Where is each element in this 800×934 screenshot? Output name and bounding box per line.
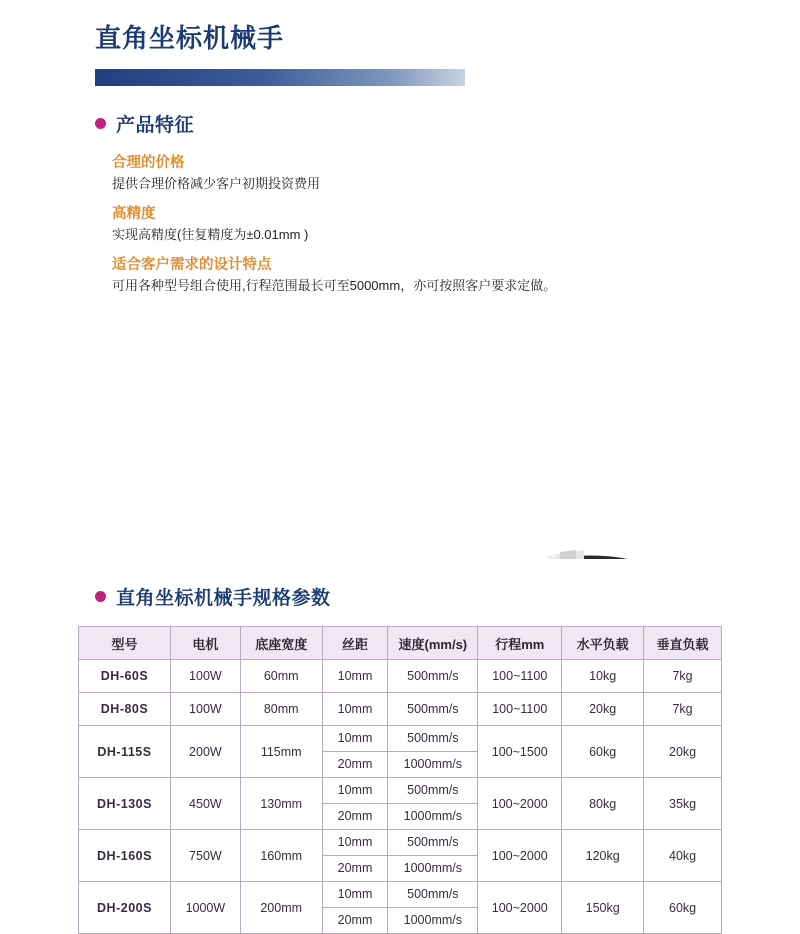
cell-pitch-group (322, 882, 388, 934)
feature-title: 适合客户需求的设计特点 (112, 257, 272, 274)
cell-vertical-load: 7kg (644, 660, 722, 693)
cell-vertical-load: 20kg (644, 726, 722, 778)
bullet-dot-icon (95, 591, 106, 602)
table-row (79, 726, 722, 778)
cell-speed-group (388, 726, 478, 778)
feature-item (112, 202, 800, 245)
cell-speed: 1000mm/s (403, 913, 462, 928)
feature-title: 高精度 (112, 206, 156, 223)
cell-pitch: 20mm (337, 809, 373, 824)
page-header (0, 0, 800, 86)
cell-pitch: 10mm (323, 830, 388, 856)
cell-motor: 100W (171, 693, 241, 726)
cell-base-width: 60mm (240, 660, 322, 693)
cell-vertical-load: 35kg (644, 778, 722, 830)
features-heading-label: 产品特征 (116, 115, 195, 136)
table-row (79, 660, 722, 693)
cell-stroke: 100~1500 (478, 726, 562, 778)
col-pitch: 丝距 (322, 627, 388, 660)
cell-base-width: 80mm (240, 693, 322, 726)
cell-base-width: 200mm (240, 882, 322, 934)
cell-speed: 500mm/s (388, 726, 477, 752)
col-motor: 电机 (171, 627, 241, 660)
cell-stroke: 100~2000 (478, 882, 562, 934)
cell-pitch-group (322, 726, 388, 778)
table-row (79, 830, 722, 882)
cell-pitch: 10mm (323, 882, 388, 908)
page-title: 直角坐标机械手 (95, 23, 285, 53)
features-section-heading (95, 110, 800, 137)
cell-pitch: 10mm (322, 693, 388, 726)
feature-item (112, 253, 800, 296)
cell-motor: 200W (171, 726, 241, 778)
cell-speed: 1000mm/s (403, 809, 462, 824)
cell-speed: 500mm/s (388, 660, 478, 693)
spec-table-body (79, 660, 722, 934)
col-horizontal-load: 水平负载 (562, 627, 644, 660)
col-vertical-load: 垂直负载 (644, 627, 722, 660)
cell-model: DH-60S (79, 660, 171, 693)
cell-model: DH-115S (79, 726, 171, 778)
feature-body: 实现高精度(往复精度为±0.01mm ) (112, 227, 309, 243)
cell-horizontal-load: 10kg (562, 660, 644, 693)
product-illustration (0, 304, 800, 559)
col-model: 型号 (79, 627, 171, 660)
cell-pitch: 20mm (337, 757, 373, 772)
cell-motor: 1000W (171, 882, 241, 934)
cell-base-width: 130mm (240, 778, 322, 830)
cell-stroke: 100~1100 (478, 693, 562, 726)
cell-pitch-group (322, 778, 388, 830)
cell-stroke: 100~1100 (478, 660, 562, 693)
cell-speed-group (388, 882, 478, 934)
cell-pitch: 10mm (323, 778, 388, 804)
cell-pitch: 20mm (337, 913, 373, 928)
cell-stroke: 100~2000 (478, 830, 562, 882)
robot-arm-illustration-svg (0, 304, 800, 559)
table-row (79, 693, 722, 726)
cell-speed: 500mm/s (388, 778, 477, 804)
table-header-row (79, 627, 722, 660)
cell-motor: 750W (171, 830, 241, 882)
cell-speed: 500mm/s (388, 693, 478, 726)
spec-table-wrapper (78, 626, 722, 934)
bullet-dot-icon (95, 118, 106, 129)
cell-model: DH-160S (79, 830, 171, 882)
features-list (112, 151, 800, 296)
cell-horizontal-load: 60kg (562, 726, 644, 778)
cell-horizontal-load: 80kg (562, 778, 644, 830)
cell-model: DH-80S (79, 693, 171, 726)
cell-pitch: 10mm (322, 660, 388, 693)
feature-body: 提供合理价格减少客户初期投资费用 (112, 176, 321, 191)
cell-vertical-load: 60kg (644, 882, 722, 934)
feature-item (112, 151, 800, 194)
table-row (79, 882, 722, 934)
cell-stroke: 100~2000 (478, 778, 562, 830)
col-speed: 速度(mm/s) (388, 627, 478, 660)
cell-pitch: 10mm (323, 726, 388, 752)
cell-motor: 450W (171, 778, 241, 830)
cell-base-width: 160mm (240, 830, 322, 882)
col-base-width: 底座宽度 (240, 627, 322, 660)
gantry-unit (470, 550, 700, 559)
cell-vertical-load: 7kg (644, 693, 722, 726)
cell-motor: 100W (171, 660, 241, 693)
cell-vertical-load: 40kg (644, 830, 722, 882)
cell-speed-group (388, 778, 478, 830)
cell-model: DH-130S (79, 778, 171, 830)
cell-pitch: 20mm (337, 861, 373, 876)
col-stroke: 行程mm (478, 627, 562, 660)
cell-speed: 1000mm/s (403, 757, 462, 772)
spec-table (78, 626, 722, 934)
spec-section-heading (95, 583, 800, 610)
cell-model: DH-200S (79, 882, 171, 934)
cell-pitch-group (322, 830, 388, 882)
cell-base-width: 115mm (240, 726, 322, 778)
title-gradient-bar (95, 69, 465, 86)
table-row (79, 778, 722, 830)
cell-speed-group (388, 830, 478, 882)
cell-horizontal-load: 120kg (562, 830, 644, 882)
spec-heading-label: 直角坐标机械手规格参数 (116, 588, 331, 610)
feature-title: 合理的价格 (112, 155, 185, 171)
feature-body: 可用各种型号组合使用,行程范围最长可至5000mm，亦可按照客户要求定做。 (112, 278, 557, 294)
cell-horizontal-load: 150kg (562, 882, 644, 934)
cell-horizontal-load: 20kg (562, 693, 644, 726)
spec-table-header (79, 627, 722, 660)
cell-speed: 500mm/s (388, 830, 477, 856)
cell-speed: 1000mm/s (403, 861, 462, 876)
cell-speed: 500mm/s (388, 882, 477, 908)
